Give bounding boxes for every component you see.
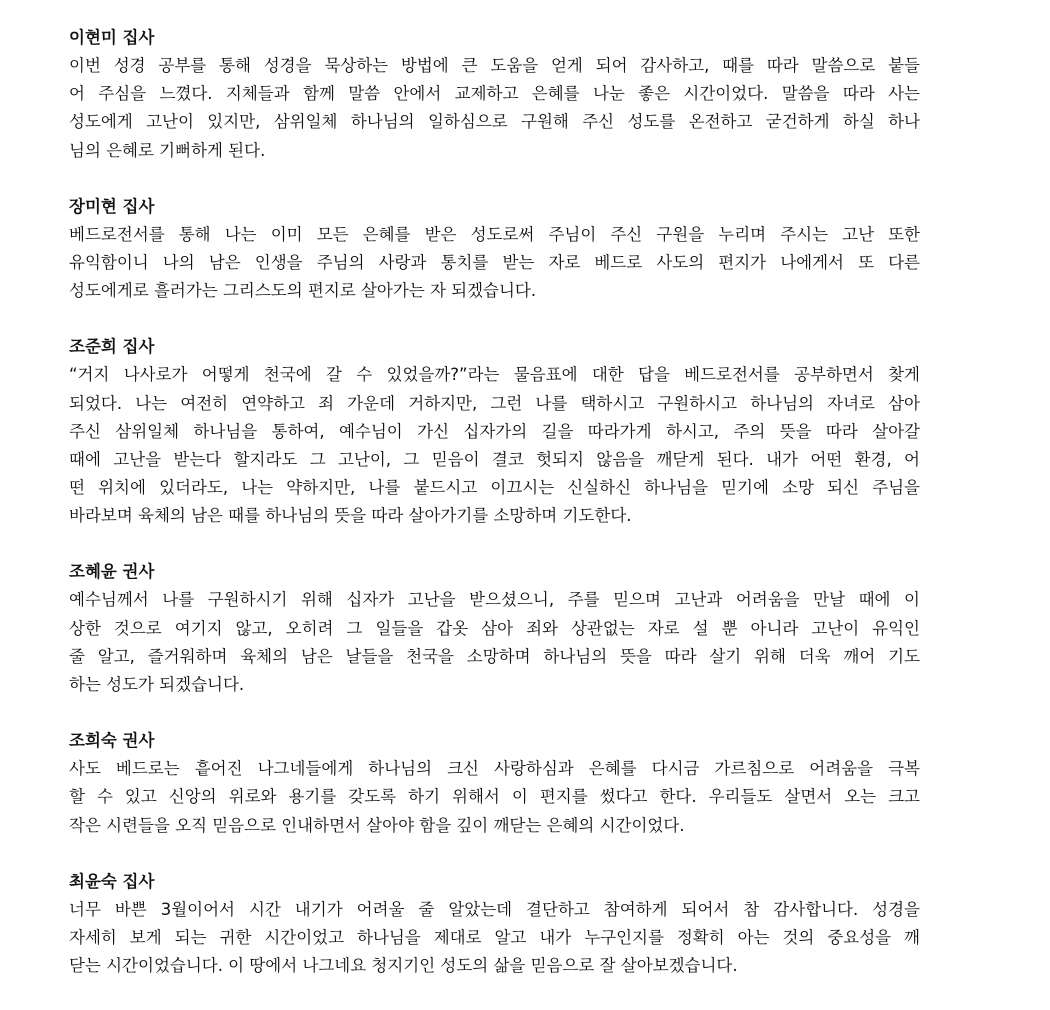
testimony-line: 떤 위치에 있더라도, 나는 약하지만, 나를 붙드시고 이끄시는 신실하신 하나님을 믿기에 소망 되신 주님을 [69,478,920,498]
testimony-line: 님의 은혜로 기뻐하게 된다. [69,140,266,160]
testimony-4 [69,558,920,699]
testimony-1 [69,24,920,165]
author-name: 장미현 집사 [69,196,155,216]
testimony-line: 닫는 시간이었습니다. 이 땅에서 나그네요 청지기인 성도의 삶을 믿음으로 잘 살아보겠습니다. [69,956,738,976]
testimony-3 [69,333,920,530]
testimony-line: 할 수 있고 신앙의 위로와 용기를 갖도록 하기 위해서 이 편지를 썼다고 한다. 우리들도 살면서 오는 크고 [69,787,920,807]
testimony-6 [69,868,920,981]
testimony-line: 베드로전서를 통해 나는 이미 모든 은혜를 받은 성도로써 주님이 주신 구원을 누리며 주시는 고난 또한 [69,224,920,244]
testimony-line: 상한 것으로 여기지 않고, 오히려 그 일들을 갑옷 삼아 죄와 상관없는 자로 설 뿐 아니라 고난이 유익인 [69,618,920,638]
testimony-line: 예수님께서 나를 구원하시기 위해 십자가 고난을 받으셨으니, 주를 믿으며 고난과 어려움을 만날 때에 이 [69,590,920,610]
testimony-document [69,24,920,1008]
testimony-line: 성도에게 고난이 있지만, 삼위일체 하나님의 일하심으로 구원해 주신 성도를 온전하고 굳건하게 하실 하나 [69,112,920,132]
testimony-line: 이번 성경 공부를 통해 성경을 묵상하는 방법에 큰 도움을 얻게 되어 감사하고, 때를 따라 말씀으로 붙들 [69,56,920,75]
testimony-2 [69,193,920,306]
author-name: 조희숙 권사 [69,731,155,751]
testimony-line: 줄 알고, 즐거워하며 육체의 남은 날들을 천국을 소망하며 하나님의 뜻을 따라 살기 위해 더욱 깨어 기도 [69,646,920,666]
testimony-line: 하는 성도가 되겠습니다. [69,675,245,694]
testimony-line: 성도에게로 흘러가는 그리스도의 편지로 살아가는 자 되겠습니다. [69,281,537,301]
author-name: 이현미 집사 [69,28,155,47]
testimony-line: 어 주심을 느꼈다. 지체들과 함께 말씀 안에서 교제하고 은혜를 나눈 좋은 시간이었다. 말씀을 따라 사는 [69,84,920,104]
testimony-line: 바라보며 육체의 남은 때를 하나님의 뜻을 따라 살아가기를 소망하며 기도한다. [69,506,632,526]
testimony-line: 유익함이니 나의 남은 인생을 주님의 사랑과 통치를 받는 자로 베드로 사도의 편지가 나에게서 또 다른 [69,252,920,272]
author-name: 조혜윤 권사 [69,562,155,582]
testimony-line: 너무 바쁜 3월이어서 시간 내기가 어려울 줄 알았는데 결단하고 참여하게 되어서 참 감사합니다. 성경을 [69,899,920,919]
testimony-line: 되었다. 나는 여전히 연약하고 죄 가운데 거하지만, 그런 나를 택하시고 구원하시고 하나님의 자녀로 삼아 [69,393,920,413]
testimony-line: “거지 나사로가 어떻게 천국에 갈 수 있었을까?”라는 물음표에 대한 답을 베드로전서를 공부하면서 찾게 [69,365,920,385]
testimony-line: 주신 삼위일체 하나님을 통하여, 예수님이 가신 십자가의 길을 따라가게 하시고, 주의 뜻을 따라 살아갈 [69,421,920,441]
testimony-line: 작은 시련들을 오직 믿음으로 인내하면서 살아야 함을 깊이 깨닫는 은혜의 시간이었다. [69,815,685,835]
testimony-line: 때에 고난을 받는다 할지라도 그 고난이, 그 믿음이 결코 헛되지 않음을 깨닫게 된다. 내가 어떤 환경, 어 [69,449,920,469]
author-name: 최윤숙 집사 [69,871,155,891]
testimony-line: 사도 베드로는 흩어진 나그네들에게 하나님의 크신 사랑하심과 은혜를 다시금 가르침으로 어려움을 극복 [69,759,920,779]
testimony-line: 자세히 보게 되는 귀한 시간이었고 하나님을 제대로 알고 내가 누구인지를 정확히 아는 것의 중요성을 깨 [69,927,920,947]
author-name: 조준희 집사 [69,337,155,357]
testimony-5 [69,727,920,840]
